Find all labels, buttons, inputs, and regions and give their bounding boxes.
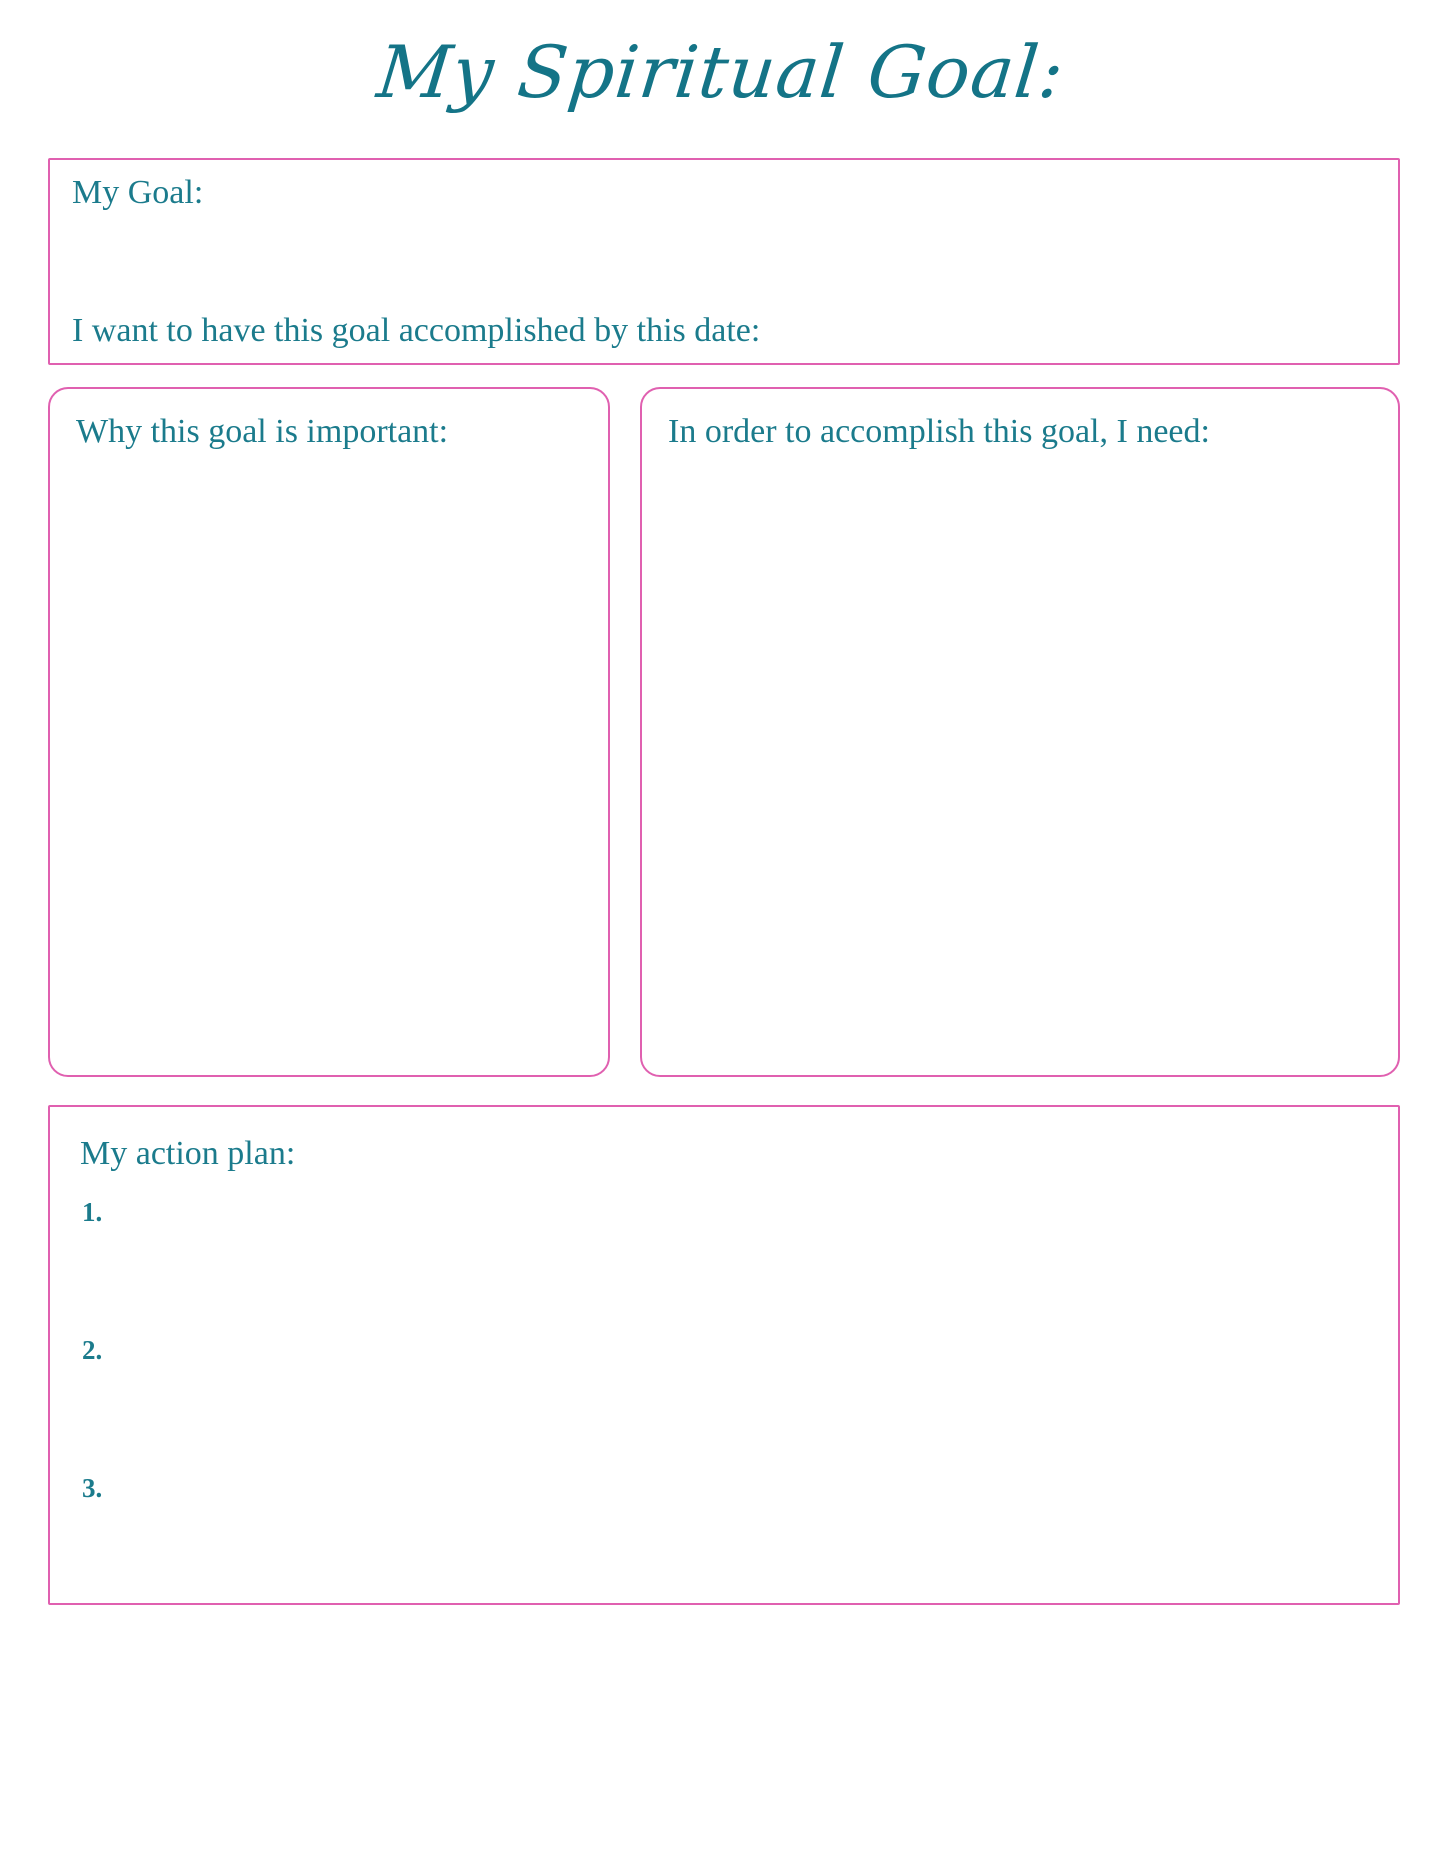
why-important-section[interactable] [48,387,610,1077]
goal-date-label: I want to have this goal accomplished by this date: [72,312,761,349]
goal-section[interactable] [48,158,1400,365]
needs-section[interactable] [640,387,1400,1077]
worksheet-content [48,158,1400,1605]
needs-label: In order to accomplish this goal, I need: [668,413,1210,450]
middle-row [48,387,1400,1077]
action-plan-item-1: 1. [82,1197,103,1227]
page-title: My Spiritual Goal: [373,30,1069,114]
action-plan-label: My action plan: [80,1135,296,1172]
action-plan-section[interactable] [48,1105,1400,1605]
action-plan-item-3: 3. [82,1473,103,1503]
action-plan-item-2: 2. [82,1335,103,1365]
goal-label: My Goal: [72,174,204,211]
why-important-label: Why this goal is important: [76,413,449,450]
